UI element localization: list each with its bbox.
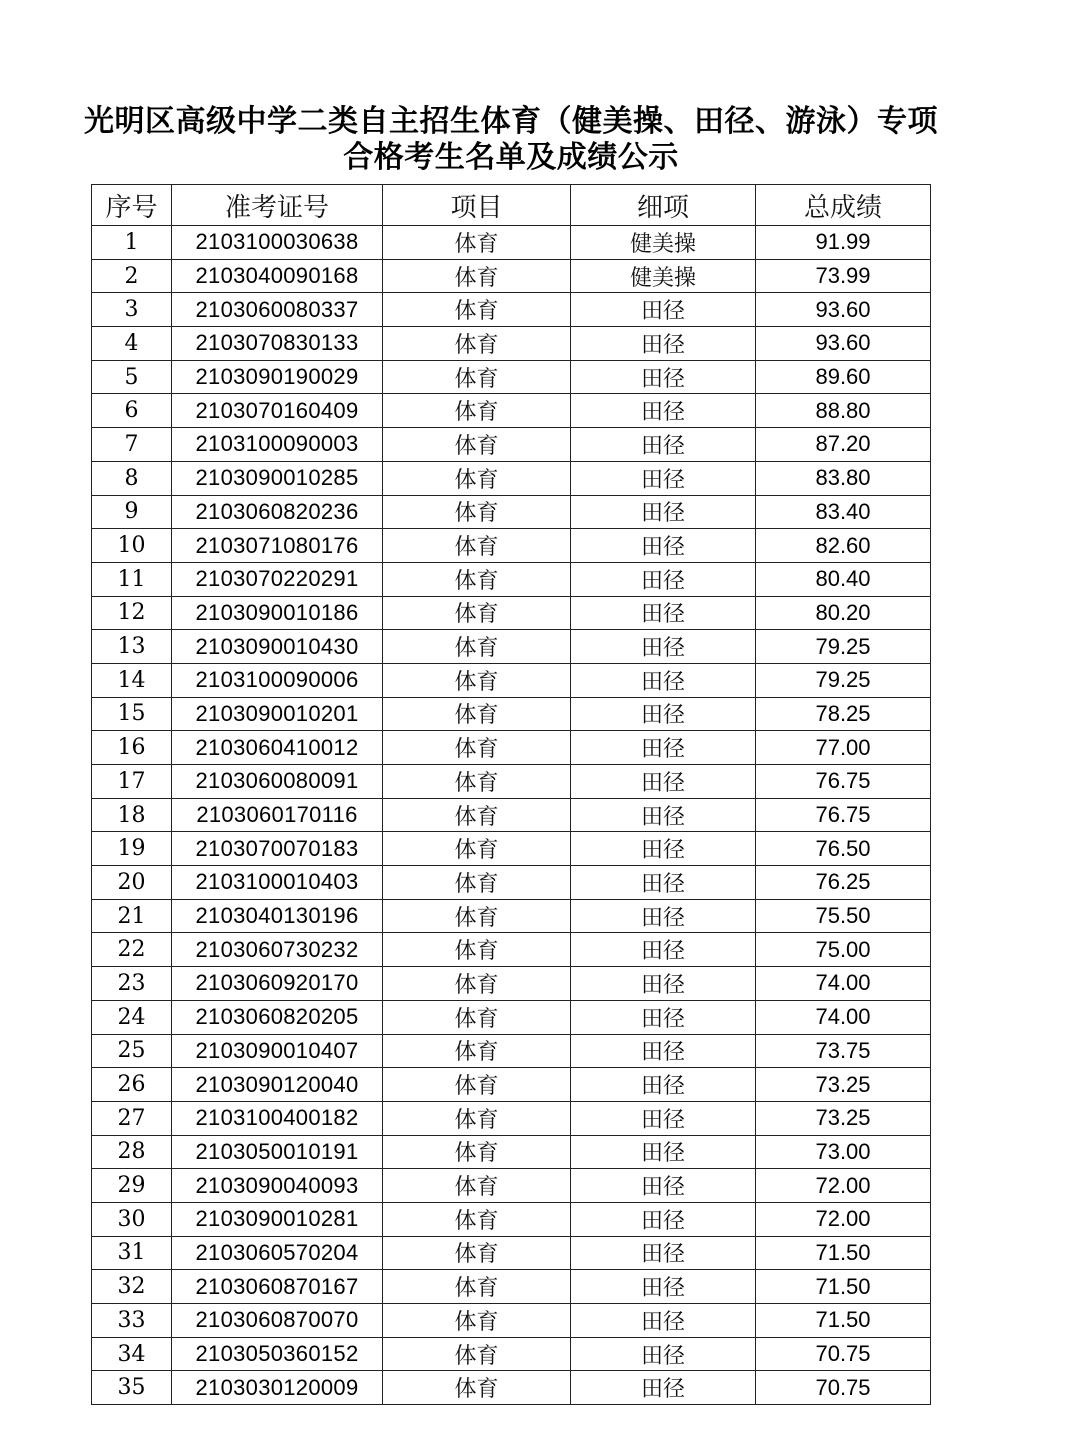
cell-sub-item: 田径 — [571, 461, 756, 495]
cell-item: 体育 — [383, 731, 571, 765]
cell-item: 体育 — [383, 798, 571, 832]
cell-exam-id: 2103090010285 — [172, 461, 383, 495]
cell-exam-id: 2103100090006 — [172, 663, 383, 697]
cell-sub-item: 田径 — [571, 596, 756, 630]
cell-seq: 26 — [92, 1068, 172, 1102]
cell-item: 体育 — [383, 360, 571, 394]
cell-exam-id: 2103060570204 — [172, 1236, 383, 1270]
cell-seq: 5 — [92, 360, 172, 394]
cell-seq: 6 — [92, 394, 172, 428]
cell-exam-id: 2103060870070 — [172, 1304, 383, 1338]
cell-exam-id: 2103060410012 — [172, 731, 383, 765]
cell-item: 体育 — [383, 1169, 571, 1203]
table-row — [92, 461, 931, 495]
cell-total-score: 74.00 — [756, 967, 931, 1001]
cell-item: 体育 — [383, 1270, 571, 1304]
cell-sub-item: 田径 — [571, 394, 756, 428]
cell-exam-id: 2103070220291 — [172, 562, 383, 596]
cell-item: 体育 — [383, 1202, 571, 1236]
cell-exam-id: 2103070070183 — [172, 832, 383, 866]
cell-exam-id: 2103090190029 — [172, 360, 383, 394]
cell-seq: 24 — [92, 1000, 172, 1034]
cell-exam-id: 2103090010281 — [172, 1202, 383, 1236]
cell-exam-id: 2103070830133 — [172, 327, 383, 361]
cell-total-score: 75.00 — [756, 933, 931, 967]
cell-total-score: 71.50 — [756, 1270, 931, 1304]
cell-sub-item: 田径 — [571, 1169, 756, 1203]
cell-total-score: 78.25 — [756, 697, 931, 731]
cell-exam-id: 2103100090003 — [172, 428, 383, 462]
cell-exam-id: 2103060080337 — [172, 293, 383, 327]
title-line-1: 光明区高级中学二类自主招生体育（健美操、田径、游泳）专项 — [84, 104, 938, 139]
cell-total-score: 79.25 — [756, 630, 931, 664]
cell-exam-id: 2103060730232 — [172, 933, 383, 967]
table-row — [92, 327, 931, 361]
cell-total-score: 87.20 — [756, 428, 931, 462]
cell-sub-item: 田径 — [571, 495, 756, 529]
cell-sub-item: 田径 — [571, 360, 756, 394]
cell-total-score: 76.50 — [756, 832, 931, 866]
cell-seq: 14 — [92, 663, 172, 697]
cell-seq: 2 — [92, 259, 172, 293]
cell-seq: 34 — [92, 1337, 172, 1371]
document-title — [0, 104, 1022, 176]
table-row — [92, 394, 931, 428]
cell-item: 体育 — [383, 967, 571, 1001]
cell-sub-item: 田径 — [571, 663, 756, 697]
cell-item: 体育 — [383, 1337, 571, 1371]
cell-exam-id: 2103060080091 — [172, 765, 383, 799]
cell-item: 体育 — [383, 1135, 571, 1169]
cell-item: 体育 — [383, 529, 571, 563]
table-body — [92, 226, 931, 1405]
cell-total-score: 71.50 — [756, 1236, 931, 1270]
cell-sub-item: 田径 — [571, 1068, 756, 1102]
cell-total-score: 89.60 — [756, 360, 931, 394]
cell-seq: 17 — [92, 765, 172, 799]
table-row — [92, 899, 931, 933]
cell-total-score: 73.99 — [756, 259, 931, 293]
cell-item: 体育 — [383, 765, 571, 799]
cell-seq: 1 — [92, 226, 172, 260]
cell-sub-item: 田径 — [571, 798, 756, 832]
table-row — [92, 866, 931, 900]
cell-item: 体育 — [383, 394, 571, 428]
cell-total-score: 70.75 — [756, 1371, 931, 1405]
cell-exam-id: 2103090010186 — [172, 596, 383, 630]
table-row — [92, 731, 931, 765]
title-line-2: 合格考生名单及成绩公示 — [343, 140, 679, 175]
cell-exam-id: 2103090010407 — [172, 1034, 383, 1068]
cell-seq: 4 — [92, 327, 172, 361]
cell-seq: 18 — [92, 798, 172, 832]
cell-item: 体育 — [383, 1101, 571, 1135]
cell-total-score: 73.25 — [756, 1101, 931, 1135]
cell-seq: 8 — [92, 461, 172, 495]
cell-sub-item: 健美操 — [571, 226, 756, 260]
header-total-score: 总成绩 — [756, 185, 931, 226]
cell-sub-item: 田径 — [571, 1101, 756, 1135]
cell-item: 体育 — [383, 562, 571, 596]
cell-sub-item: 健美操 — [571, 259, 756, 293]
cell-seq: 11 — [92, 562, 172, 596]
table-row — [92, 529, 931, 563]
cell-sub-item: 田径 — [571, 1337, 756, 1371]
cell-total-score: 73.00 — [756, 1135, 931, 1169]
table-row — [92, 259, 931, 293]
cell-total-score: 79.25 — [756, 663, 931, 697]
cell-total-score: 83.80 — [756, 461, 931, 495]
cell-sub-item: 田径 — [571, 1270, 756, 1304]
table-row — [92, 293, 931, 327]
cell-sub-item: 田径 — [571, 1034, 756, 1068]
table-row — [92, 630, 931, 664]
table-header-row — [92, 185, 931, 226]
cell-total-score: 76.25 — [756, 866, 931, 900]
cell-sub-item: 田径 — [571, 1202, 756, 1236]
cell-item: 体育 — [383, 226, 571, 260]
cell-exam-id: 2103040130196 — [172, 899, 383, 933]
table-row — [92, 933, 931, 967]
cell-seq: 22 — [92, 933, 172, 967]
cell-sub-item: 田径 — [571, 731, 756, 765]
cell-sub-item: 田径 — [571, 933, 756, 967]
table-row — [92, 562, 931, 596]
cell-total-score: 80.40 — [756, 562, 931, 596]
cell-item: 体育 — [383, 866, 571, 900]
cell-sub-item: 田径 — [571, 1304, 756, 1338]
candidate-score-table — [91, 184, 931, 1405]
cell-total-score: 82.60 — [756, 529, 931, 563]
cell-total-score: 71.50 — [756, 1304, 931, 1338]
table-row — [92, 1270, 931, 1304]
cell-exam-id: 2103050360152 — [172, 1337, 383, 1371]
cell-seq: 35 — [92, 1371, 172, 1405]
table-row — [92, 967, 931, 1001]
table-row — [92, 1337, 931, 1371]
cell-exam-id: 2103090010430 — [172, 630, 383, 664]
cell-total-score: 88.80 — [756, 394, 931, 428]
cell-item: 体育 — [383, 1371, 571, 1405]
table-row — [92, 1371, 931, 1405]
cell-sub-item: 田径 — [571, 967, 756, 1001]
cell-seq: 13 — [92, 630, 172, 664]
cell-exam-id: 2103060920170 — [172, 967, 383, 1001]
cell-exam-id: 2103060170116 — [172, 798, 383, 832]
cell-item: 体育 — [383, 1236, 571, 1270]
cell-exam-id: 2103040090168 — [172, 259, 383, 293]
cell-sub-item: 田径 — [571, 630, 756, 664]
cell-sub-item: 田径 — [571, 428, 756, 462]
cell-item: 体育 — [383, 1034, 571, 1068]
table-row — [92, 1101, 931, 1135]
cell-exam-id: 2103090040093 — [172, 1169, 383, 1203]
cell-seq: 29 — [92, 1169, 172, 1203]
cell-total-score: 73.75 — [756, 1034, 931, 1068]
cell-item: 体育 — [383, 293, 571, 327]
cell-item: 体育 — [383, 832, 571, 866]
table-row — [92, 1034, 931, 1068]
cell-sub-item: 田径 — [571, 899, 756, 933]
cell-seq: 19 — [92, 832, 172, 866]
table-row — [92, 798, 931, 832]
cell-seq: 30 — [92, 1202, 172, 1236]
table-row — [92, 1169, 931, 1203]
cell-seq: 3 — [92, 293, 172, 327]
cell-item: 体育 — [383, 899, 571, 933]
table-row — [92, 765, 931, 799]
cell-exam-id: 2103060820205 — [172, 1000, 383, 1034]
cell-item: 体育 — [383, 697, 571, 731]
table-row — [92, 1135, 931, 1169]
cell-item: 体育 — [383, 663, 571, 697]
cell-seq: 12 — [92, 596, 172, 630]
cell-seq: 21 — [92, 899, 172, 933]
cell-sub-item: 田径 — [571, 765, 756, 799]
cell-total-score: 93.60 — [756, 293, 931, 327]
cell-total-score: 72.00 — [756, 1169, 931, 1203]
cell-sub-item: 田径 — [571, 327, 756, 361]
cell-exam-id: 2103060870167 — [172, 1270, 383, 1304]
cell-seq: 15 — [92, 697, 172, 731]
cell-seq: 33 — [92, 1304, 172, 1338]
cell-exam-id: 2103050010191 — [172, 1135, 383, 1169]
cell-item: 体育 — [383, 495, 571, 529]
cell-sub-item: 田径 — [571, 1236, 756, 1270]
cell-total-score: 72.00 — [756, 1202, 931, 1236]
cell-item: 体育 — [383, 259, 571, 293]
cell-exam-id: 2103070160409 — [172, 394, 383, 428]
header-sub-item: 细项 — [571, 185, 756, 226]
cell-item: 体育 — [383, 428, 571, 462]
table-row — [92, 663, 931, 697]
cell-exam-id: 2103030120009 — [172, 1371, 383, 1405]
cell-exam-id: 2103100010403 — [172, 866, 383, 900]
header-item: 项目 — [383, 185, 571, 226]
table-row — [92, 697, 931, 731]
cell-sub-item: 田径 — [571, 697, 756, 731]
cell-sub-item: 田径 — [571, 1135, 756, 1169]
table-row — [92, 1068, 931, 1102]
table-row — [92, 832, 931, 866]
table-row — [92, 360, 931, 394]
cell-total-score: 76.75 — [756, 765, 931, 799]
table-row — [92, 1236, 931, 1270]
cell-sub-item: 田径 — [571, 1000, 756, 1034]
cell-exam-id: 2103060820236 — [172, 495, 383, 529]
cell-sub-item: 田径 — [571, 562, 756, 596]
cell-total-score: 91.99 — [756, 226, 931, 260]
cell-seq: 32 — [92, 1270, 172, 1304]
cell-total-score: 83.40 — [756, 495, 931, 529]
cell-exam-id: 2103100400182 — [172, 1101, 383, 1135]
cell-item: 体育 — [383, 596, 571, 630]
cell-item: 体育 — [383, 327, 571, 361]
cell-total-score: 77.00 — [756, 731, 931, 765]
table-row — [92, 226, 931, 260]
cell-exam-id: 2103090120040 — [172, 1068, 383, 1102]
cell-item: 体育 — [383, 1000, 571, 1034]
cell-item: 体育 — [383, 933, 571, 967]
cell-item: 体育 — [383, 1304, 571, 1338]
cell-seq: 25 — [92, 1034, 172, 1068]
header-exam-id: 准考证号 — [172, 185, 383, 226]
table-row — [92, 495, 931, 529]
cell-seq: 28 — [92, 1135, 172, 1169]
cell-total-score: 80.20 — [756, 596, 931, 630]
cell-total-score: 76.75 — [756, 798, 931, 832]
header-seq: 序号 — [92, 185, 172, 226]
cell-sub-item: 田径 — [571, 832, 756, 866]
cell-sub-item: 田径 — [571, 293, 756, 327]
table-row — [92, 1304, 931, 1338]
cell-seq: 31 — [92, 1236, 172, 1270]
cell-seq: 9 — [92, 495, 172, 529]
cell-seq: 7 — [92, 428, 172, 462]
cell-seq: 23 — [92, 967, 172, 1001]
cell-seq: 27 — [92, 1101, 172, 1135]
cell-seq: 20 — [92, 866, 172, 900]
cell-exam-id: 2103100030638 — [172, 226, 383, 260]
cell-sub-item: 田径 — [571, 1371, 756, 1405]
cell-total-score: 75.50 — [756, 899, 931, 933]
cell-total-score: 70.75 — [756, 1337, 931, 1371]
table-row — [92, 596, 931, 630]
cell-sub-item: 田径 — [571, 866, 756, 900]
cell-item: 体育 — [383, 1068, 571, 1102]
cell-item: 体育 — [383, 630, 571, 664]
cell-seq: 16 — [92, 731, 172, 765]
cell-sub-item: 田径 — [571, 529, 756, 563]
cell-item: 体育 — [383, 461, 571, 495]
cell-exam-id: 2103090010201 — [172, 697, 383, 731]
table-row — [92, 428, 931, 462]
table-row — [92, 1202, 931, 1236]
cell-seq: 10 — [92, 529, 172, 563]
cell-exam-id: 2103071080176 — [172, 529, 383, 563]
cell-total-score: 93.60 — [756, 327, 931, 361]
table-row — [92, 1000, 931, 1034]
cell-total-score: 74.00 — [756, 1000, 931, 1034]
cell-total-score: 73.25 — [756, 1068, 931, 1102]
